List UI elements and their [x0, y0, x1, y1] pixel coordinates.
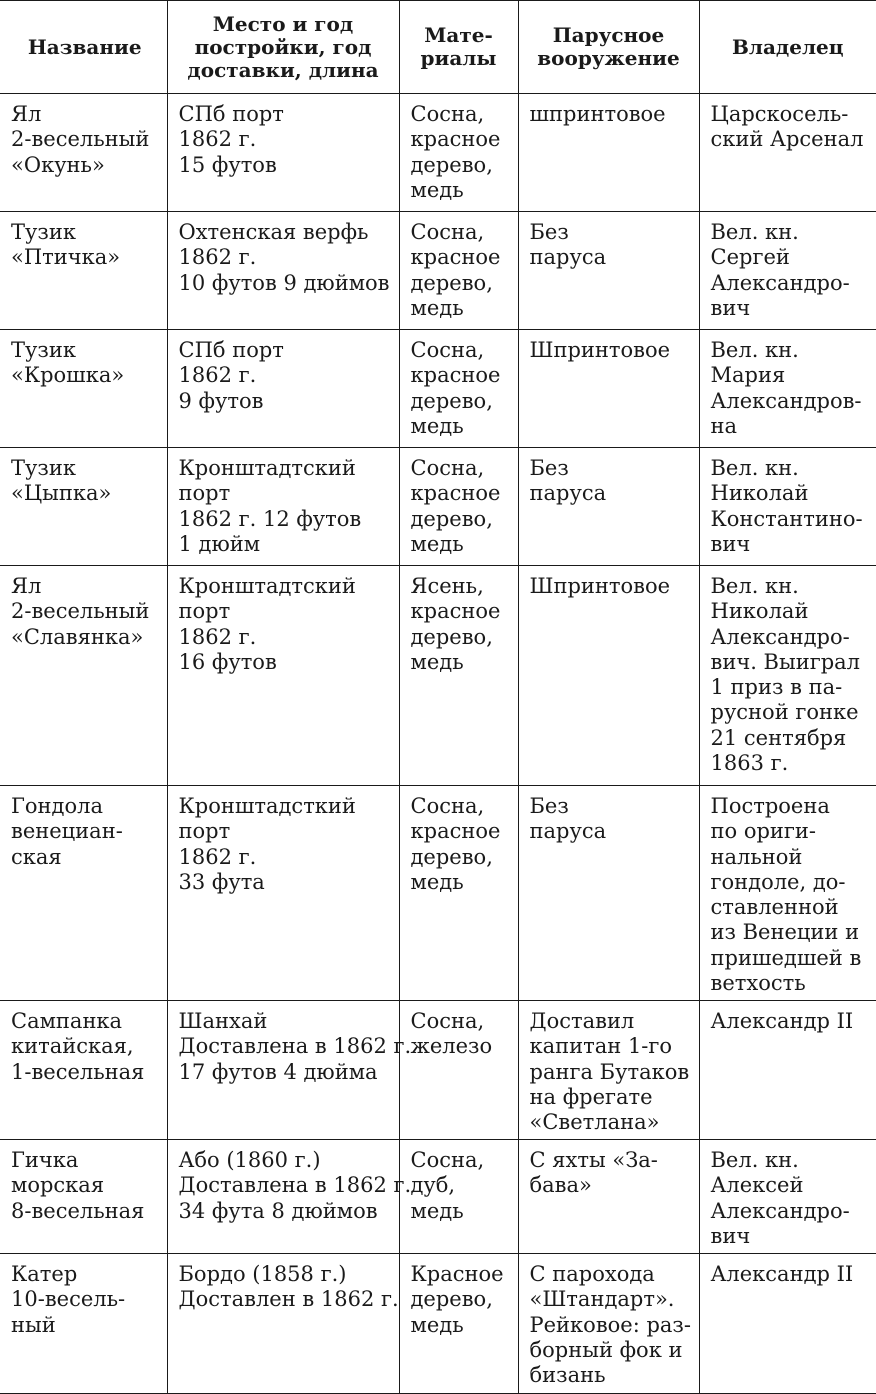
text-line: Построена: [710, 794, 830, 818]
cell-place: [167, 330, 399, 448]
text-line: Александро-: [710, 270, 850, 295]
text-line: Александро-: [710, 624, 850, 649]
text-line: Доставил: [529, 1009, 635, 1033]
text-line: гондоле, до-: [710, 869, 846, 894]
text-line: паруса: [529, 245, 607, 270]
text-line: ская: [11, 844, 62, 869]
cell-sail: [518, 212, 699, 330]
text-line: Вел. кн.: [710, 220, 799, 244]
text-line: из Венеции и: [710, 920, 860, 945]
table-body: [0, 94, 876, 1394]
text-line: Без: [529, 794, 569, 818]
text-line: бава»: [529, 1173, 592, 1198]
text-line: пришедшей в: [710, 945, 862, 970]
cell-name: [0, 1254, 167, 1394]
cell-owner: [699, 1254, 876, 1394]
text-line: красное: [410, 363, 501, 388]
text-line: красное: [410, 481, 501, 506]
text-line: порт: [178, 599, 231, 624]
text-line: доставки, длина: [187, 57, 379, 82]
text-line: борный фок и: [529, 1337, 683, 1362]
text-line: «Цыпка»: [11, 481, 112, 506]
text-line: Александров-: [710, 388, 862, 413]
cell-owner: [699, 330, 876, 448]
table-header-row: [0, 1, 876, 94]
cell-name: [0, 566, 167, 786]
text-line: медь: [410, 1312, 464, 1337]
text-line: Катер: [11, 1262, 78, 1286]
cell-sail: [518, 330, 699, 448]
text-line: Доставлен в 1862 г.: [178, 1287, 399, 1312]
cell-materials: [399, 330, 518, 448]
cell-owner: [699, 448, 876, 566]
text-line: 1863 г.: [710, 751, 789, 776]
cell-sail: [518, 566, 699, 786]
cell-place: [167, 1140, 412, 1254]
cell-sail: [518, 1140, 699, 1254]
text-line: Александр II: [710, 1262, 854, 1286]
cell-place: [167, 212, 399, 330]
text-line: на: [710, 413, 738, 438]
cell-materials: [399, 1254, 518, 1394]
text-line: 10-весель-: [11, 1287, 126, 1312]
text-line: 17 футов 4 дюйма: [178, 1059, 378, 1084]
cell-materials: [399, 566, 518, 786]
text-line: «Окунь»: [11, 152, 105, 177]
text-line: шпринтовое: [529, 102, 666, 126]
text-line: Ясень,: [410, 574, 484, 598]
text-line: 33 фута: [178, 869, 265, 894]
header-name: [0, 1, 167, 94]
table-row: [0, 1001, 876, 1140]
text-line: Александро-: [710, 1198, 850, 1223]
text-line: медь: [410, 177, 464, 202]
text-line: Шанхай: [178, 1009, 268, 1033]
text-line: порт: [178, 481, 231, 506]
text-line: Мария: [710, 363, 786, 388]
text-line: ставленной: [710, 895, 839, 920]
text-line: Вел. кн.: [710, 1148, 799, 1172]
text-line: дерево,: [410, 152, 493, 177]
text-line: морская: [11, 1173, 105, 1198]
text-line: «Крошка»: [11, 363, 125, 388]
text-line: 10 футов 9 дюймов: [178, 270, 390, 295]
text-line: 1862 г.: [178, 245, 257, 270]
text-line: Тузик: [11, 220, 76, 244]
cell-owner: [699, 94, 876, 212]
text-line: 1862 г. 12 футов: [178, 506, 362, 531]
text-line: 2-весельный: [11, 599, 150, 624]
text-line: С парохода: [529, 1262, 655, 1286]
cell-owner: [699, 1001, 876, 1140]
table-row: [0, 94, 876, 212]
text-line: Тузик: [11, 456, 76, 480]
text-line: Вел. кн.: [710, 574, 799, 598]
text-line: Вел. кн.: [710, 456, 799, 480]
text-line: Тузик: [11, 338, 76, 362]
text-line: Кронштадтский: [178, 574, 356, 598]
text-line: 1 дюйм: [178, 531, 261, 556]
cell-sail: [518, 448, 699, 566]
text-line: дерево,: [410, 844, 493, 869]
text-line: Рейковое: раз-: [529, 1312, 691, 1337]
text-line: 1 приз в па-: [710, 675, 843, 700]
header-materials: [399, 1, 518, 94]
text-line: 9 футов: [178, 388, 264, 413]
text-line: Сосна,: [410, 220, 485, 244]
text-line: Шпринтовое: [529, 574, 671, 598]
text-line: красное: [410, 127, 501, 152]
text-line: нальной: [710, 844, 803, 869]
text-line: медь: [410, 531, 464, 556]
text-line: Без: [529, 456, 569, 480]
cell-sail: [518, 94, 699, 212]
text-line: китайская,: [11, 1034, 134, 1059]
cell-place: [167, 1001, 412, 1140]
text-line: Александр II: [710, 1009, 854, 1033]
cell-materials: [399, 448, 518, 566]
text-line: Сампанка: [11, 1009, 123, 1033]
text-line: порт: [178, 819, 231, 844]
text-line: по ориги-: [710, 819, 816, 844]
cell-name: [0, 330, 167, 448]
cell-owner: [699, 1140, 876, 1254]
cell-owner: [699, 566, 876, 786]
cell-owner: [699, 212, 876, 330]
text-line: СПб порт: [178, 102, 284, 126]
table-row: [0, 1140, 876, 1254]
cell-place: [167, 94, 399, 212]
text-line: медь: [410, 295, 464, 320]
cell-place: [167, 1254, 399, 1394]
text-line: 16 футов: [178, 649, 277, 674]
header-sail: [518, 1, 699, 94]
text-line: 21 сентября: [710, 725, 847, 750]
text-line: 8-весельная: [11, 1198, 145, 1223]
text-line: Сосна,: [410, 456, 485, 480]
text-line: 1862 г.: [178, 127, 257, 152]
table-row: [0, 212, 876, 330]
text-line: дерево,: [410, 506, 493, 531]
text-line: капитан 1-го: [529, 1034, 673, 1059]
cell-name: [0, 1140, 167, 1254]
text-line: ветхость: [710, 971, 806, 996]
text-line: 15 футов: [178, 152, 277, 177]
text-line: «Светлана»: [529, 1110, 660, 1135]
text-line: ный: [11, 1312, 56, 1337]
text-line: Парусное: [552, 23, 665, 47]
text-line: вич. Выиграл: [710, 649, 861, 674]
text-line: Сосна,: [410, 338, 485, 362]
text-line: Сергей: [710, 245, 790, 270]
text-line: риалы: [420, 46, 497, 70]
text-line: Бордо (1858 г.): [178, 1262, 347, 1286]
cell-materials: [399, 94, 518, 212]
text-line: «Славянка»: [11, 624, 144, 649]
cell-name: [0, 94, 167, 212]
cell-sail: [518, 786, 699, 1001]
text-line: Константино-: [710, 506, 863, 531]
text-line: дерево,: [410, 624, 493, 649]
text-line: вич: [710, 531, 751, 556]
cell-name: [0, 212, 167, 330]
text-line: Сосна,: [410, 1009, 485, 1033]
cell-materials: [399, 1140, 518, 1254]
cell-name: [0, 786, 167, 1001]
cell-sail: [518, 1254, 699, 1394]
header-owner: [699, 1, 876, 94]
text-line: «Штандарт».: [529, 1287, 675, 1312]
text-line: 1-весельная: [11, 1059, 145, 1084]
text-line: красное: [410, 245, 501, 270]
text-line: Мате-: [424, 23, 493, 47]
text-line: СПб порт: [178, 338, 284, 362]
text-line: Доставлена в 1862 г.: [178, 1034, 412, 1059]
table-row: [0, 566, 876, 786]
cell-name: [0, 448, 167, 566]
text-line: дуб,: [410, 1173, 456, 1198]
text-line: Сосна,: [410, 102, 485, 126]
text-line: дерево,: [410, 388, 493, 413]
text-line: вооружение: [537, 46, 680, 70]
text-line: Або (1860 г.): [178, 1148, 321, 1172]
text-line: вич: [710, 1223, 751, 1248]
header-place: [167, 1, 399, 94]
cell-name: [0, 1001, 167, 1140]
text-line: 2-весельный: [11, 127, 150, 152]
table-row: [0, 1254, 876, 1394]
text-line: Доставлена в 1862 г.: [178, 1173, 412, 1198]
text-line: Владелец: [731, 34, 844, 59]
cell-sail: [518, 1001, 699, 1140]
text-line: железо: [410, 1034, 493, 1059]
text-line: медь: [410, 649, 464, 674]
text-line: Алексей: [710, 1173, 804, 1198]
text-line: красное: [410, 819, 501, 844]
text-line: 1862 г.: [178, 363, 257, 388]
cell-materials: [399, 1001, 518, 1140]
text-line: паруса: [529, 819, 607, 844]
text-line: 34 фута 8 дюймов: [178, 1198, 378, 1223]
text-line: Ял: [11, 102, 42, 126]
text-line: красное: [410, 599, 501, 624]
text-line: Гичка: [11, 1148, 79, 1172]
text-line: Гондола: [11, 794, 103, 818]
text-line: медь: [410, 1198, 464, 1223]
text-line: медь: [410, 413, 464, 438]
text-line: Охтенская верфь: [178, 220, 369, 244]
text-line: Кронштадсткий: [178, 794, 356, 818]
cell-place: [167, 786, 399, 1001]
text-line: дерево,: [410, 1287, 493, 1312]
text-line: Без: [529, 220, 569, 244]
table-row: [0, 448, 876, 566]
text-line: Царскосель-: [710, 102, 849, 126]
text-line: дерево,: [410, 270, 493, 295]
cell-materials: [399, 212, 518, 330]
text-line: Шпринтовое: [529, 338, 671, 362]
cell-place: [167, 448, 399, 566]
text-line: ский Арсенал: [710, 127, 864, 152]
text-line: Николай: [710, 599, 809, 624]
cell-materials: [399, 786, 518, 1001]
text-line: русной гонке: [710, 700, 859, 725]
text-line: Вел. кн.: [710, 338, 799, 362]
text-line: медь: [410, 869, 464, 894]
text-line: С яхты «За-: [529, 1148, 658, 1172]
text-line: бизань: [529, 1363, 606, 1388]
text-line: постройки, год: [194, 34, 372, 59]
text-line: Сосна,: [410, 1148, 485, 1172]
text-line: Место и год: [212, 11, 354, 36]
text-line: 1862 г.: [178, 624, 257, 649]
text-line: Название: [27, 34, 142, 59]
text-line: на фрегате: [529, 1084, 653, 1109]
table-row: [0, 786, 876, 1001]
text-line: Николай: [710, 481, 809, 506]
text-line: Кронштадтский: [178, 456, 356, 480]
text-line: 1862 г.: [178, 844, 257, 869]
text-line: Красное: [410, 1262, 504, 1286]
text-line: Сосна,: [410, 794, 485, 818]
text-line: вич: [710, 295, 751, 320]
text-line: Ял: [11, 574, 42, 598]
text-line: «Птичка»: [11, 245, 121, 270]
text-line: ранга Бутаков: [529, 1059, 690, 1084]
text-line: венециан-: [11, 819, 123, 844]
cell-owner: [699, 786, 876, 1001]
cell-place: [167, 566, 399, 786]
table-row: [0, 330, 876, 448]
text-line: паруса: [529, 481, 607, 506]
